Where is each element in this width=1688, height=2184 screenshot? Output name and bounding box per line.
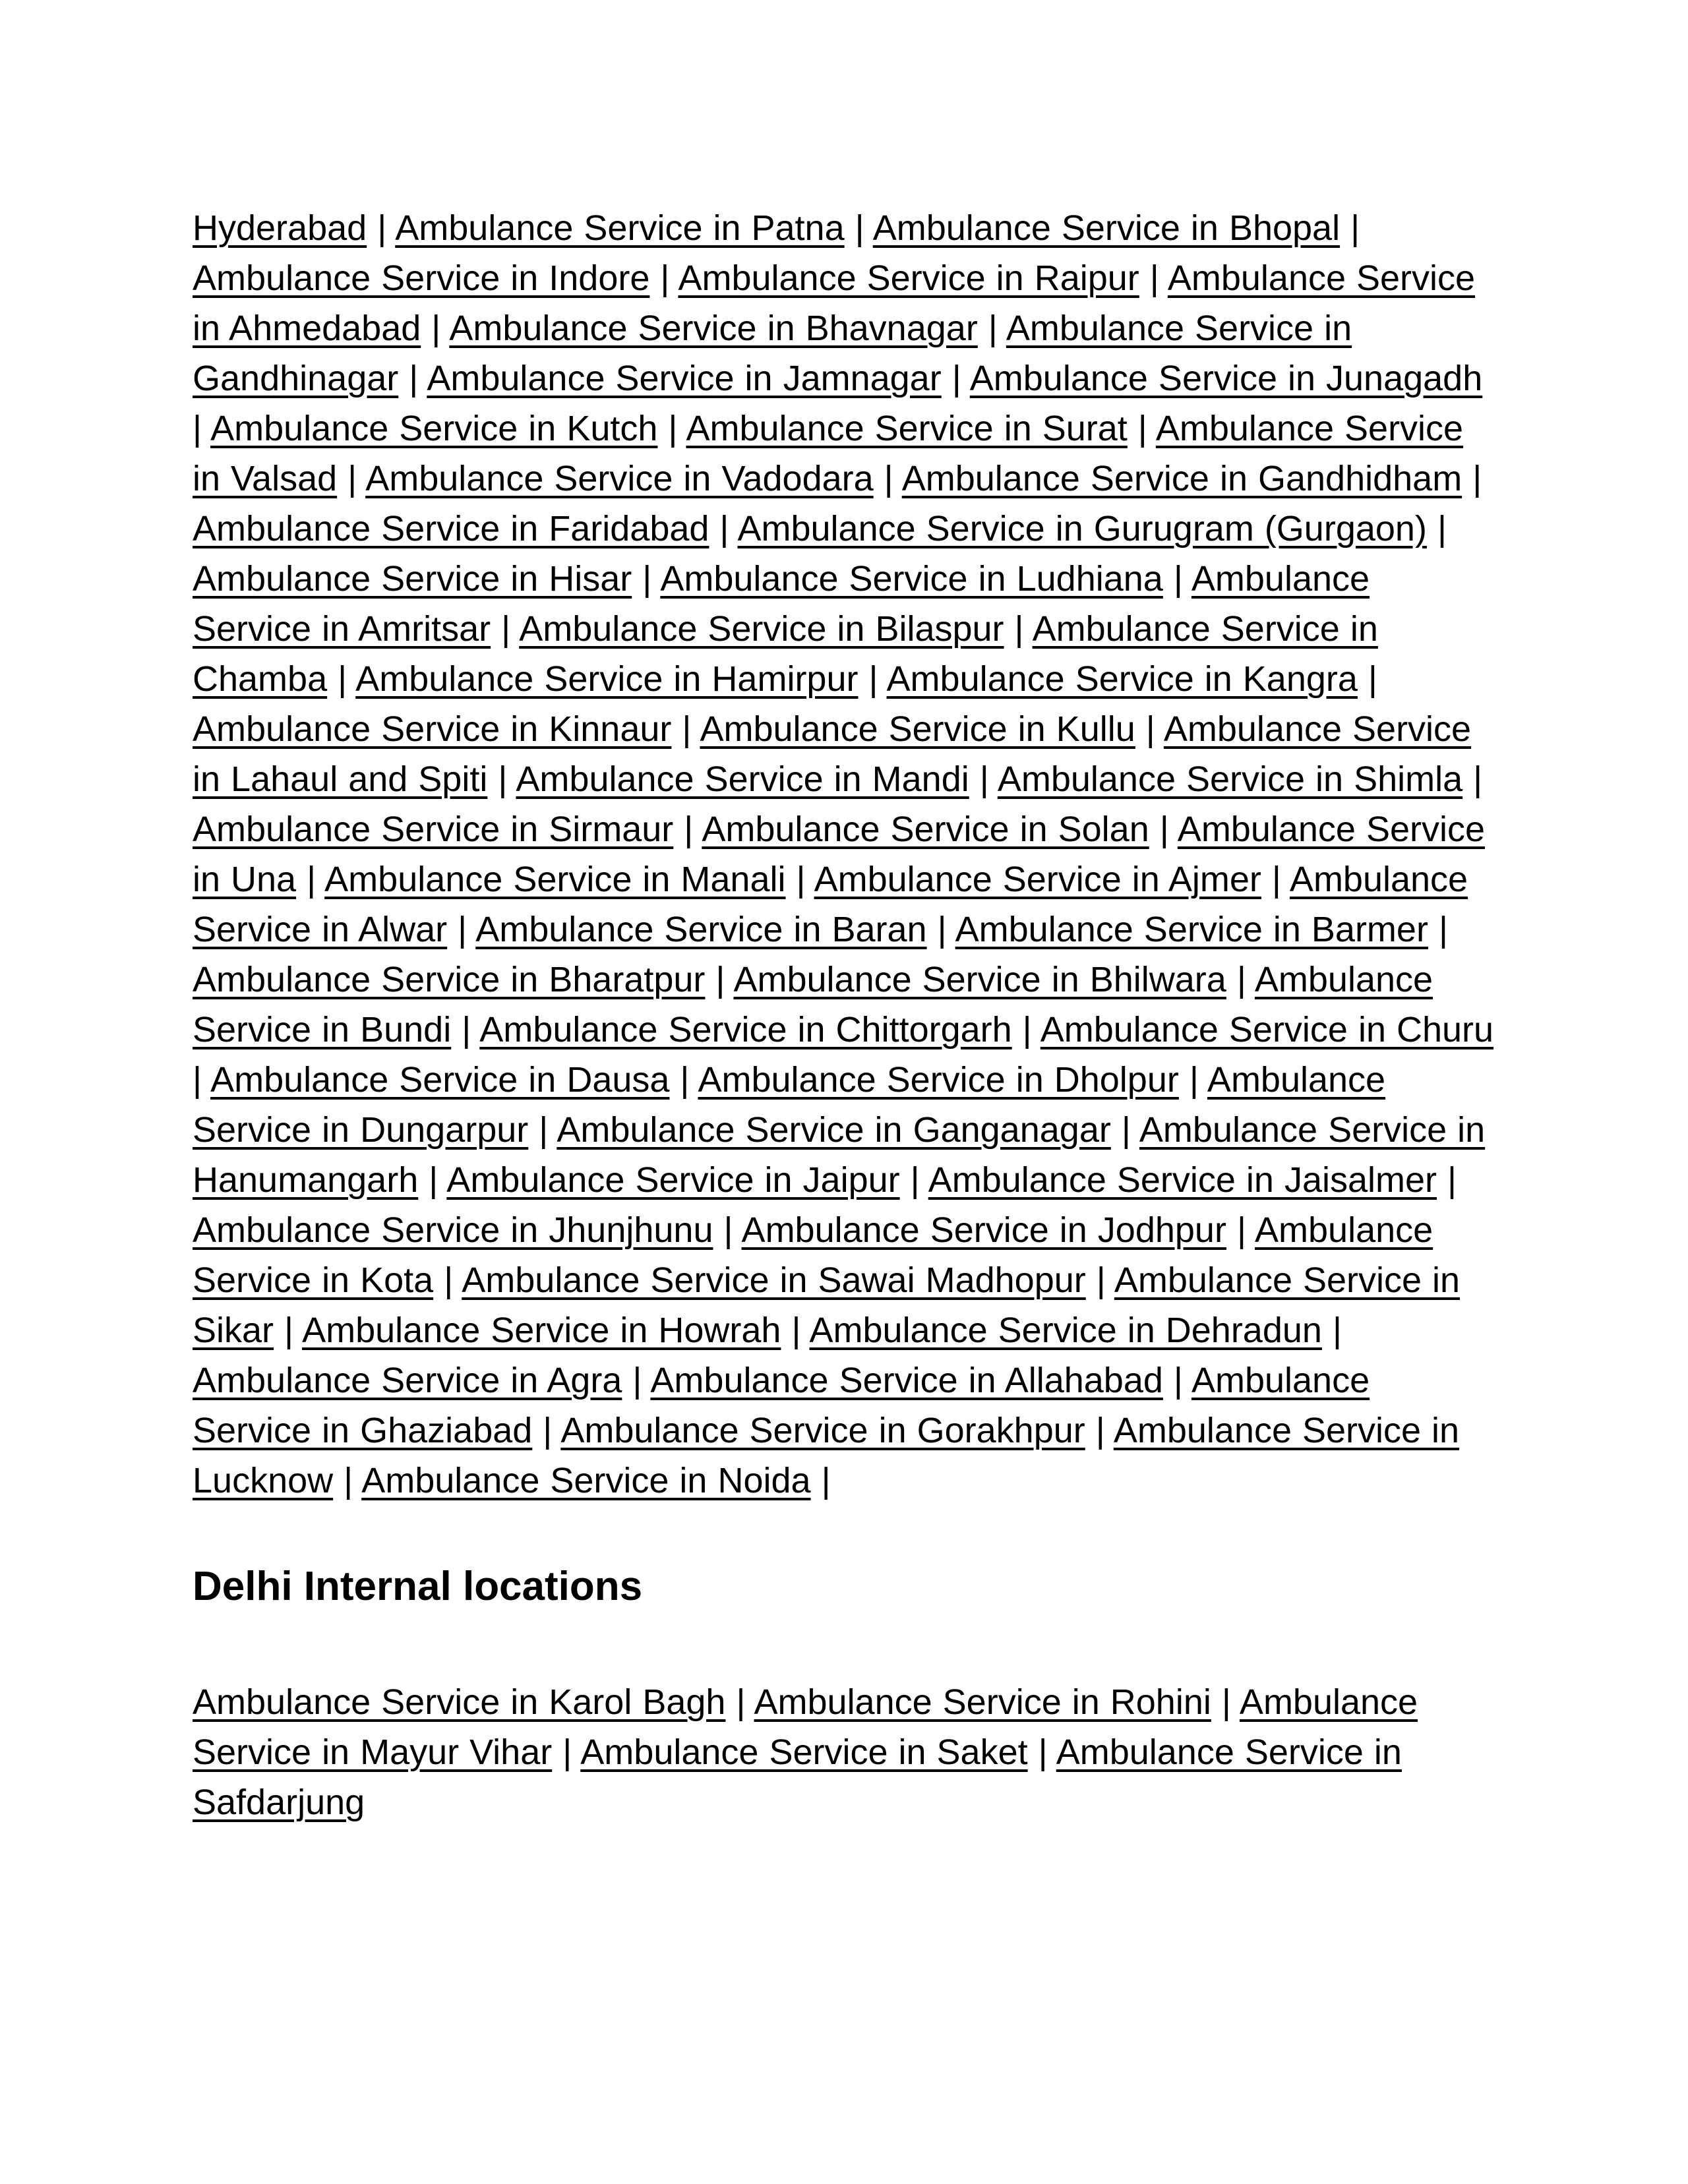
pipe-separator: | [333,1461,362,1500]
pipe-separator: | [193,359,1493,448]
pipe-separator: | [447,910,476,949]
pipe-separator: | [532,1411,561,1450]
pipe-separator: | [657,409,686,448]
ambulance-service-link[interactable]: Ambulance Service in Bhopal [872,208,1341,248]
pipe-separator: | [398,359,427,398]
pipe-separator: | [858,659,887,699]
delhi-internal-locations-heading: Delhi Internal locations [193,1564,643,1609]
pipe-separator: | [622,1361,651,1400]
ambulance-service-link[interactable]: Ambulance Service in Jaisalmer [928,1160,1437,1200]
pipe-separator: | [873,459,902,498]
ambulance-service-link[interactable]: Ambulance Service in Kullu [700,709,1135,749]
ambulance-service-link[interactable]: Ambulance Service in Hanumangarh [193,1110,1486,1200]
pipe-separator: | [1085,1411,1114,1450]
ambulance-service-link[interactable]: Ambulance Service in Dholpur [698,1060,1179,1100]
ambulance-service-link[interactable]: Ambulance Service in Ahmedabad [193,258,1476,348]
pipe-separator: | [725,1682,754,1722]
ambulance-service-link[interactable]: Ambulance Service in Allahabad [650,1361,1163,1400]
pipe-separator: | [785,860,814,899]
ambulance-service-link[interactable]: Ambulance Service in Indore [193,258,650,298]
ambulance-service-link[interactable]: Ambulance Service in Una [193,810,1486,899]
pipe-separator: | [1110,1110,1139,1150]
ambulance-service-link[interactable]: Ambulance Service in Jamnagar [427,359,942,398]
ambulance-service-link[interactable]: Ambulance Service in Ludhiana [660,559,1163,599]
pipe-separator: | [1085,1260,1114,1300]
ambulance-service-link[interactable]: Ambulance Service in Rohini [754,1682,1211,1722]
pipe-separator: | [296,860,325,899]
pipe-separator: | [1426,509,1455,548]
pipe-separator: | [844,208,873,248]
pipe-separator: | [274,1311,303,1350]
pipe-separator: | [487,759,516,799]
ambulance-service-link[interactable]: Ambulance Service in Vadodara [365,459,874,498]
pipe-separator: | [193,1010,1505,1100]
ambulance-service-link[interactable]: Ambulance Service in Agra [193,1361,622,1400]
pipe-separator: | [337,459,366,498]
ambulance-service-link[interactable]: Ambulance Service in Saket [580,1732,1028,1772]
ambulance-service-link[interactable]: Ambulance Service in Valsad [193,409,1464,498]
ambulance-service-link[interactable]: Ambulance Service in Solan [702,810,1149,849]
ambulance-service-link[interactable]: Ambulance Service in Bilaspur [519,609,1004,649]
ambulance-service-link[interactable]: Ambulance Service in Hamirpur [355,659,859,699]
ambulance-service-link[interactable]: Ambulance Service in Ajmer [814,860,1261,899]
pipe-separator: | [713,1210,742,1250]
ambulance-service-link[interactable]: Ambulance Service in Barmer [955,910,1428,949]
pipe-separator: | [705,960,734,999]
pipe-separator: | [941,359,970,398]
ambulance-service-link[interactable]: Ambulance Service in Alwar [193,860,1468,949]
pipe-separator: | [1462,759,1492,799]
pipe-separator: | [977,309,1006,348]
ambulance-service-link[interactable]: Ambulance Service in Karol Bagh [193,1682,726,1722]
ambulance-service-link[interactable]: Ambulance Service in Junagadh [969,359,1483,398]
pipe-separator: | [1162,1361,1191,1400]
pipe-separator: | [926,910,955,949]
pipe-separator: | [1027,1732,1056,1772]
ambulance-service-link[interactable]: Ambulance Service in Chittorgarh [479,1010,1012,1049]
ambulance-service-link[interactable]: Ambulance Service in Bundi [193,960,1433,1049]
ambulance-service-link[interactable]: Ambulance Service in Chamba [193,609,1378,699]
pipe-separator: | [1462,459,1491,498]
pipe-separator: | [1428,910,1457,949]
ambulance-service-link[interactable]: Ambulance Service in Bhavnagar [449,309,978,348]
pipe-separator: | [367,208,396,248]
ambulance-service-link[interactable]: Ambulance Service in Mayur Vihar [193,1682,1418,1772]
ambulance-service-link[interactable]: Hyderabad [193,208,367,248]
ambulance-service-link[interactable]: Ambulance Service in Sikar [193,1260,1461,1350]
ambulance-service-link[interactable]: Ambulance Service in Noida [361,1461,811,1500]
pipe-separator: | [528,1110,557,1150]
ambulance-service-link[interactable]: Ambulance Service in Kutch [210,409,658,448]
ambulance-service-link[interactable]: Ambulance Service in Kangra [886,659,1358,699]
pipe-separator: | [1004,609,1033,649]
ambulance-service-link[interactable]: Ambulance Service in Jhunjhunu [193,1210,713,1250]
pipe-separator: | [552,1732,581,1772]
pipe-separator: | [1127,409,1156,448]
pipe-separator: | [649,258,678,298]
pipe-separator: | [1437,1160,1466,1200]
pipe-separator: | [1149,810,1178,849]
ambulance-service-link[interactable]: Ambulance Service in Surat [686,409,1128,448]
ambulance-service-link[interactable]: Ambulance Service in Patna [395,208,845,248]
city-links-paragraph-delhi [193,1677,1497,1827]
pipe-separator: | [1178,1060,1207,1100]
pipe-separator: | [632,559,661,599]
ambulance-service-link[interactable]: Ambulance Service in Sawai Madhopur [462,1260,1086,1300]
ambulance-service-link[interactable]: Ambulance Service in Bharatpur [193,960,706,999]
ambulance-service-link[interactable]: Ambulance Service in Mandi [516,759,969,799]
ambulance-service-link[interactable]: Ambulance Service in Sirmaur [193,810,674,849]
ambulance-service-link[interactable]: Ambulance Service in Dungarpur [193,1060,1386,1150]
pipe-separator: | [1162,559,1191,599]
ambulance-service-link[interactable]: Ambulance Service in Howrah [302,1311,781,1350]
ambulance-service-link[interactable]: Ambulance Service in Lahaul and Spiti [193,709,1472,799]
pipe-separator: | [1261,860,1290,899]
ambulance-service-link[interactable]: Ambulance Service in Churu [1040,1010,1494,1049]
pipe-separator: | [1340,208,1369,248]
pipe-separator: | [1211,1682,1240,1722]
pipe-separator: | [673,810,702,849]
pipe-separator: | [1226,960,1255,999]
ambulance-service-link[interactable]: Ambulance Service in Manali [324,860,786,899]
ambulance-service-link[interactable]: Ambulance Service in Amritsar [193,559,1370,649]
ambulance-service-link[interactable]: Ambulance Service in Ghaziabad [193,1361,1370,1450]
ambulance-service-link[interactable]: Ambulance Service in Shimla [997,759,1463,799]
ambulance-service-link[interactable]: Ambulance Service in Safdarjung [193,1732,1402,1822]
city-links-paragraph-national [193,203,1505,1506]
pipe-separator: | [709,509,738,548]
ambulance-service-link[interactable]: Ambulance Service in Dehradun [809,1311,1322,1350]
pipe-separator: | [433,1260,462,1300]
pipe-separator: | [810,1461,831,1500]
pipe-separator: | [899,1160,928,1200]
ambulance-service-link[interactable]: Ambulance Service in Bhilwara [733,960,1226,999]
pipe-separator: | [969,759,998,799]
ambulance-service-link[interactable]: Ambulance Service in Gorakhpur [560,1411,1085,1450]
ambulance-service-link[interactable]: Ambulance Service in Dausa [210,1060,670,1100]
pipe-separator: | [781,1311,810,1350]
ambulance-service-link[interactable]: Ambulance Service in Jodhpur [741,1210,1226,1250]
ambulance-service-link[interactable]: Ambulance Service in Faridabad [193,509,709,548]
pipe-separator: | [1135,709,1164,749]
pipe-separator: | [491,609,520,649]
ambulance-service-link[interactable]: Ambulance Service in Raipur [678,258,1139,298]
ambulance-service-link[interactable]: Ambulance Service in Kota [193,1210,1433,1300]
pipe-separator: | [669,1060,698,1100]
pipe-separator: | [1321,1311,1350,1350]
ambulance-service-link[interactable]: Ambulance Service in Gandhidham [901,459,1462,498]
pipe-separator: | [451,1010,480,1049]
pipe-separator: | [1139,258,1168,298]
pipe-separator: | [421,309,450,348]
ambulance-service-link[interactable]: Ambulance Service in Gandhinagar [193,309,1352,398]
ambulance-service-link[interactable]: Ambulance Service in Gurugram (Gurgaon) [737,509,1427,548]
ambulance-service-link[interactable]: Ambulance Service in Ganganagar [557,1110,1111,1150]
ambulance-service-link[interactable]: Ambulance Service in Jaipur [446,1160,900,1200]
ambulance-service-link[interactable]: Ambulance Service in Baran [475,910,927,949]
pipe-separator: | [1011,1010,1040,1049]
pipe-separator: | [671,709,700,749]
ambulance-service-link[interactable]: Ambulance Service in Kinnaur [193,709,672,749]
pipe-separator: | [1226,1210,1255,1250]
pipe-separator: | [327,659,356,699]
pipe-separator: | [418,1160,447,1200]
ambulance-service-link[interactable]: Ambulance Service in Hisar [193,559,632,599]
ambulance-service-link[interactable]: Ambulance Service in Lucknow [193,1411,1460,1500]
pipe-separator: | [1357,659,1386,699]
